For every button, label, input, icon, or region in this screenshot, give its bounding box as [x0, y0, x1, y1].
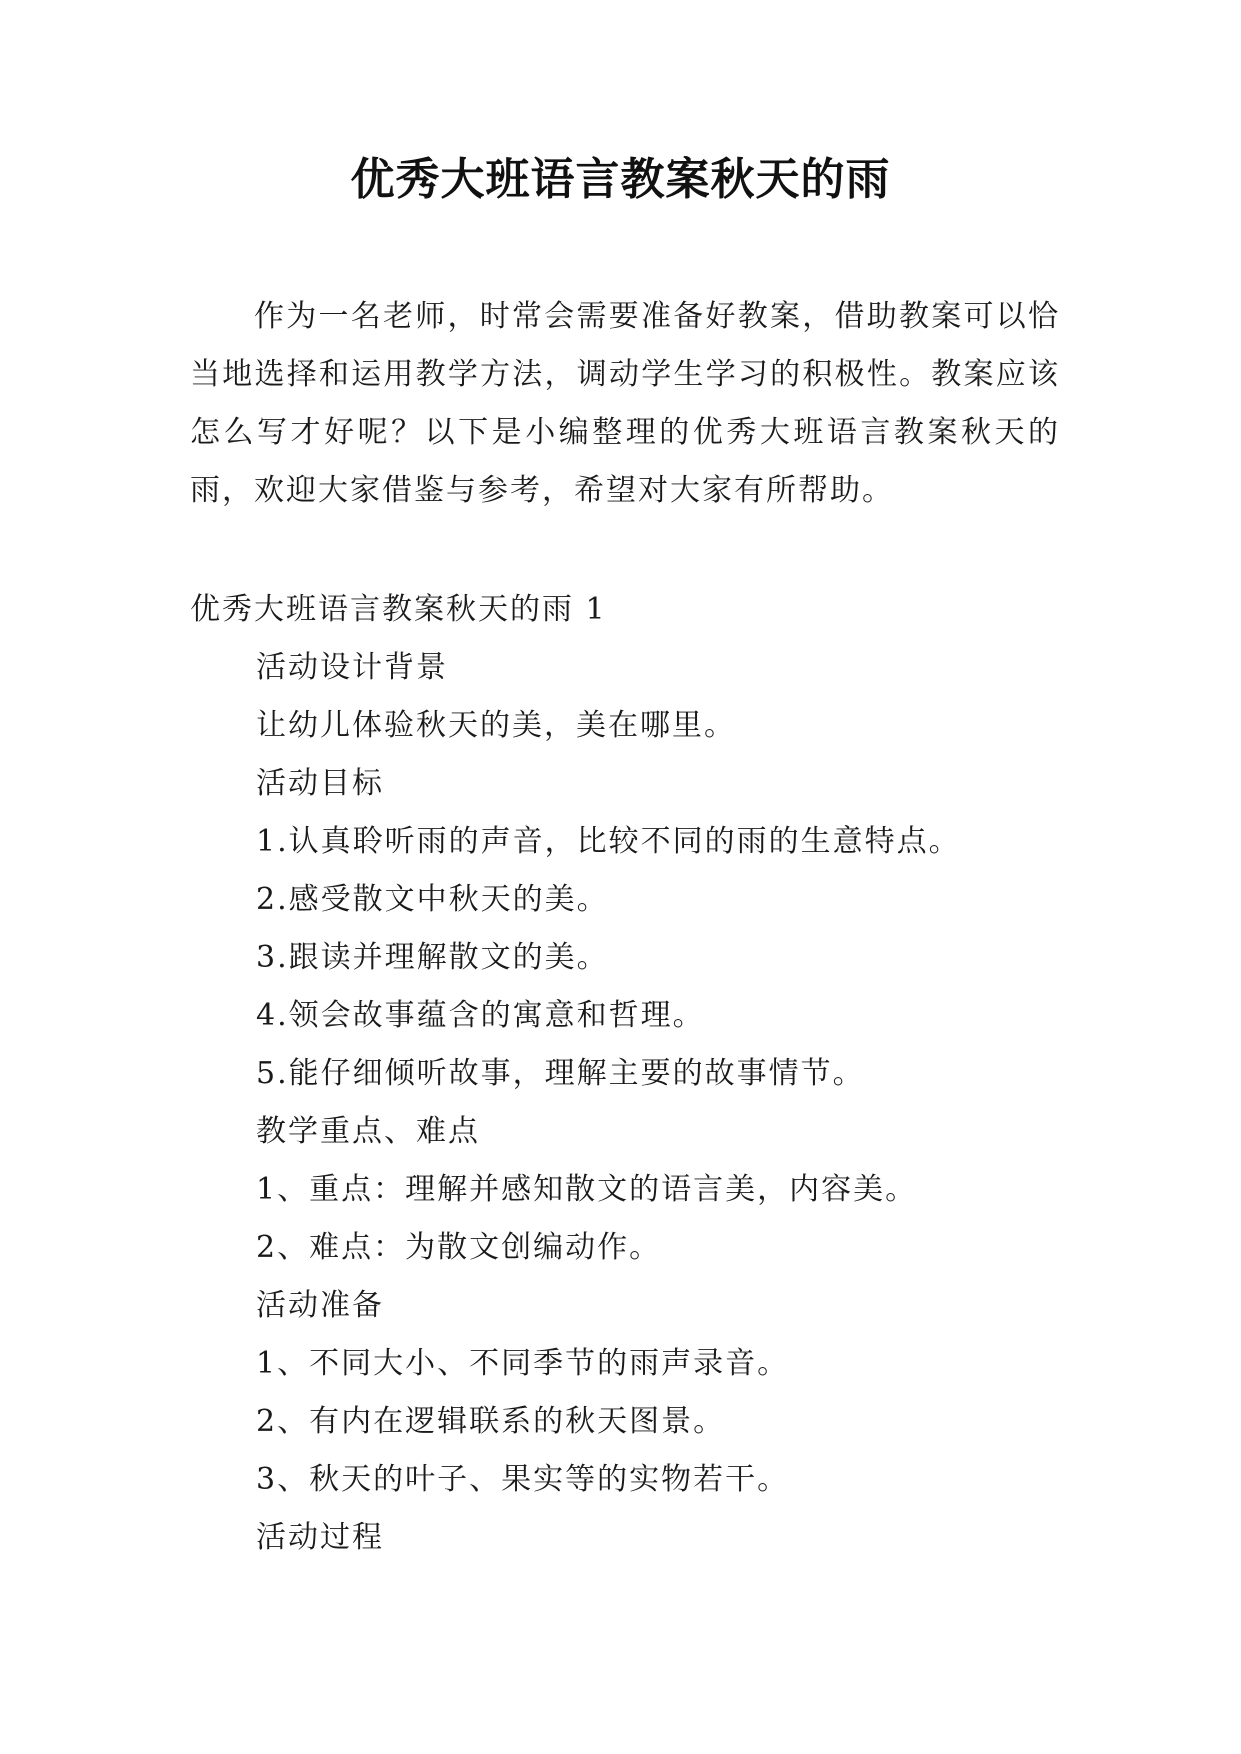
line-background-text: 让幼儿体验秋天的美，美在哪里。: [256, 708, 736, 743]
content-lines: [256, 639, 961, 1567]
subheading-key-points: 教学重点、难点: [256, 1114, 480, 1149]
preparation-item-2: 2、有内在逻辑联系的秋天图景。: [256, 1404, 726, 1439]
goal-item-5: 5.能仔细倾听故事，理解主要的故事情节。: [256, 1056, 865, 1091]
goal-item-4: 4.领会故事蕴含的寓意和哲理。: [256, 998, 705, 1033]
subheading-preparation: 活动准备: [256, 1288, 384, 1323]
goal-item-1: 1.认真聆听雨的声音，比较不同的雨的生意特点。: [256, 824, 961, 859]
key-point-item-1: 1、重点：理解并感知散文的语言美，内容美。: [256, 1172, 918, 1207]
key-point-item-2: 2、难点：为散文创编动作。: [256, 1230, 662, 1265]
subheading-process: 活动过程: [256, 1520, 384, 1555]
intro-paragraph: 作为一名老师，时常会需要准备好教案，借助教案可以恰当地选择和运用教学方法，调动学生学习的积极性。教案应该怎么写才好呢？以下是小编整理的优秀大班语言教案秋天的雨，欢迎大家借鉴与参考，希望对大家有所帮助。: [190, 299, 1060, 508]
preparation-item-1: 1、不同大小、不同季节的雨声录音。: [256, 1346, 790, 1381]
document-title: 优秀大班语言教案秋天的雨: [350, 154, 891, 205]
goal-item-2: 2.感受散文中秋天的美。: [256, 882, 609, 917]
goal-item-3: 3.跟读并理解散文的美。: [256, 940, 609, 975]
subheading-goals: 活动目标: [256, 766, 384, 801]
subheading-background: 活动设计背景: [256, 650, 448, 685]
preparation-item-3: 3、秋天的叶子、果实等的实物若干。: [256, 1462, 790, 1497]
section-heading: 优秀大班语言教案秋天的雨 1: [190, 592, 607, 627]
